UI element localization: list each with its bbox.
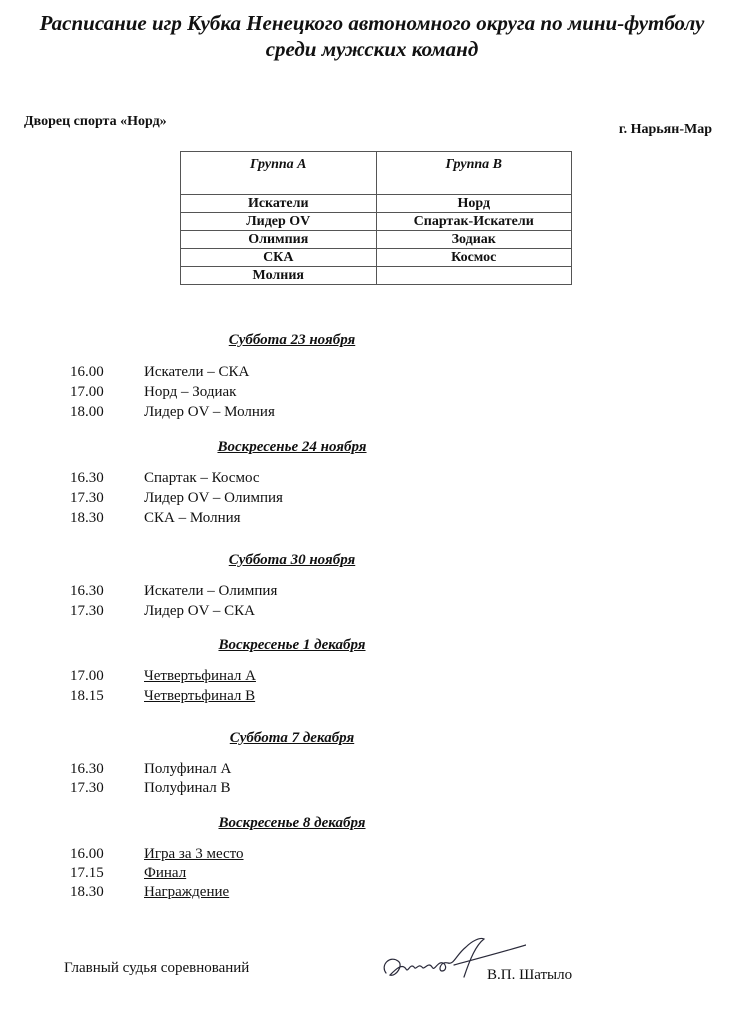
- match-time: 17.00: [70, 668, 104, 684]
- groups-row: [181, 231, 572, 249]
- city: г. Нарьян-Мар: [618, 122, 712, 137]
- group-b-team: [376, 267, 572, 285]
- match-name: Норд – Зодиак: [144, 384, 237, 400]
- group-a-title: Группа А: [181, 152, 377, 195]
- match-time: 17.15: [70, 865, 104, 881]
- match-row: [70, 667, 256, 686]
- match-name: Спартак – Космос: [144, 470, 260, 486]
- match-time: 16.30: [70, 761, 104, 777]
- match-row: [70, 883, 229, 902]
- group-a-team: Олимпия: [181, 231, 377, 249]
- match-name: Лидер OV – Молния: [144, 404, 275, 420]
- match-name: Четвертьфинал В: [144, 688, 256, 704]
- match-name: Четвертьфинал А: [144, 668, 256, 684]
- match-row: [70, 403, 275, 422]
- match-time: 17.30: [70, 780, 104, 796]
- groups-table: [180, 151, 572, 285]
- match-name: Полуфинал А: [144, 761, 232, 777]
- match-row: [70, 509, 241, 528]
- groups-header-row: [181, 152, 572, 195]
- match-row: [70, 469, 260, 488]
- match-row: [70, 760, 231, 779]
- match-name: Игра за 3 место: [144, 846, 244, 862]
- match-time: 16.00: [70, 364, 104, 380]
- chief-referee-label: Главный судья соревнований: [64, 960, 250, 976]
- match-time: 17.30: [70, 603, 104, 619]
- match-name: Финал: [144, 865, 187, 881]
- match-time: 16.30: [70, 470, 104, 486]
- match-name: Полуфинал В: [144, 780, 231, 796]
- match-row: [70, 582, 277, 601]
- match-row: [70, 383, 236, 402]
- group-b-team: Спартак-Искатели: [376, 213, 572, 231]
- signature-image: [376, 925, 526, 995]
- match-time: 18.15: [70, 688, 104, 704]
- day-heading: Воскресенье 1 декабря: [218, 637, 366, 653]
- match-name: СКА – Молния: [144, 510, 241, 526]
- match-row: [70, 363, 249, 382]
- match-row: [70, 864, 186, 883]
- match-time: 16.30: [70, 583, 104, 599]
- match-row: [70, 687, 255, 706]
- match-row: [70, 845, 244, 864]
- match-row: [70, 602, 255, 621]
- groups-row: [181, 195, 572, 213]
- groups-row: [181, 213, 572, 231]
- group-a-team: Искатели: [181, 195, 377, 213]
- day-heading: Воскресенье 24 ноября: [217, 439, 367, 455]
- match-time: 17.00: [70, 384, 104, 400]
- groups-row: [181, 267, 572, 285]
- group-b-team: Норд: [376, 195, 572, 213]
- match-time: 18.30: [70, 884, 104, 900]
- match-row: [70, 779, 231, 798]
- match-name: Искатели – Олимпия: [144, 583, 278, 599]
- group-b-team: Космос: [376, 249, 572, 267]
- match-name: Лидер OV – СКА: [144, 603, 255, 619]
- match-name: Награждение: [144, 884, 230, 900]
- match-time: 18.00: [70, 404, 104, 420]
- day-heading: Суббота 7 декабря: [229, 730, 355, 746]
- match-time: 16.00: [70, 846, 104, 862]
- group-a-team: СКА: [181, 249, 377, 267]
- signer-name: В.П. Шатыло: [487, 967, 573, 983]
- venue: Дворец спорта «Норд»: [24, 114, 167, 129]
- match-name: Лидер OV – Олимпия: [144, 490, 283, 506]
- day-heading: Суббота 30 ноября: [228, 552, 356, 568]
- title-line-1: Расписание игр Кубка Ненецкого автономного округа по мини-футболу: [39, 11, 705, 35]
- day-heading: Воскресенье 8 декабря: [218, 815, 366, 831]
- day-heading: Суббота 23 ноября: [228, 332, 356, 348]
- match-row: [70, 489, 283, 508]
- group-a-team: Молния: [181, 267, 377, 285]
- group-a-team: Лидер OV: [181, 213, 377, 231]
- match-name: Искатели – СКА: [144, 364, 250, 380]
- groups-row: [181, 249, 572, 267]
- match-time: 17.30: [70, 490, 104, 506]
- group-b-team: Зодиак: [376, 231, 572, 249]
- title-line-2: среди мужских команд: [265, 37, 479, 61]
- document-title: [0, 10, 744, 62]
- match-time: 18.30: [70, 510, 104, 526]
- group-b-title: Группа В: [376, 152, 572, 195]
